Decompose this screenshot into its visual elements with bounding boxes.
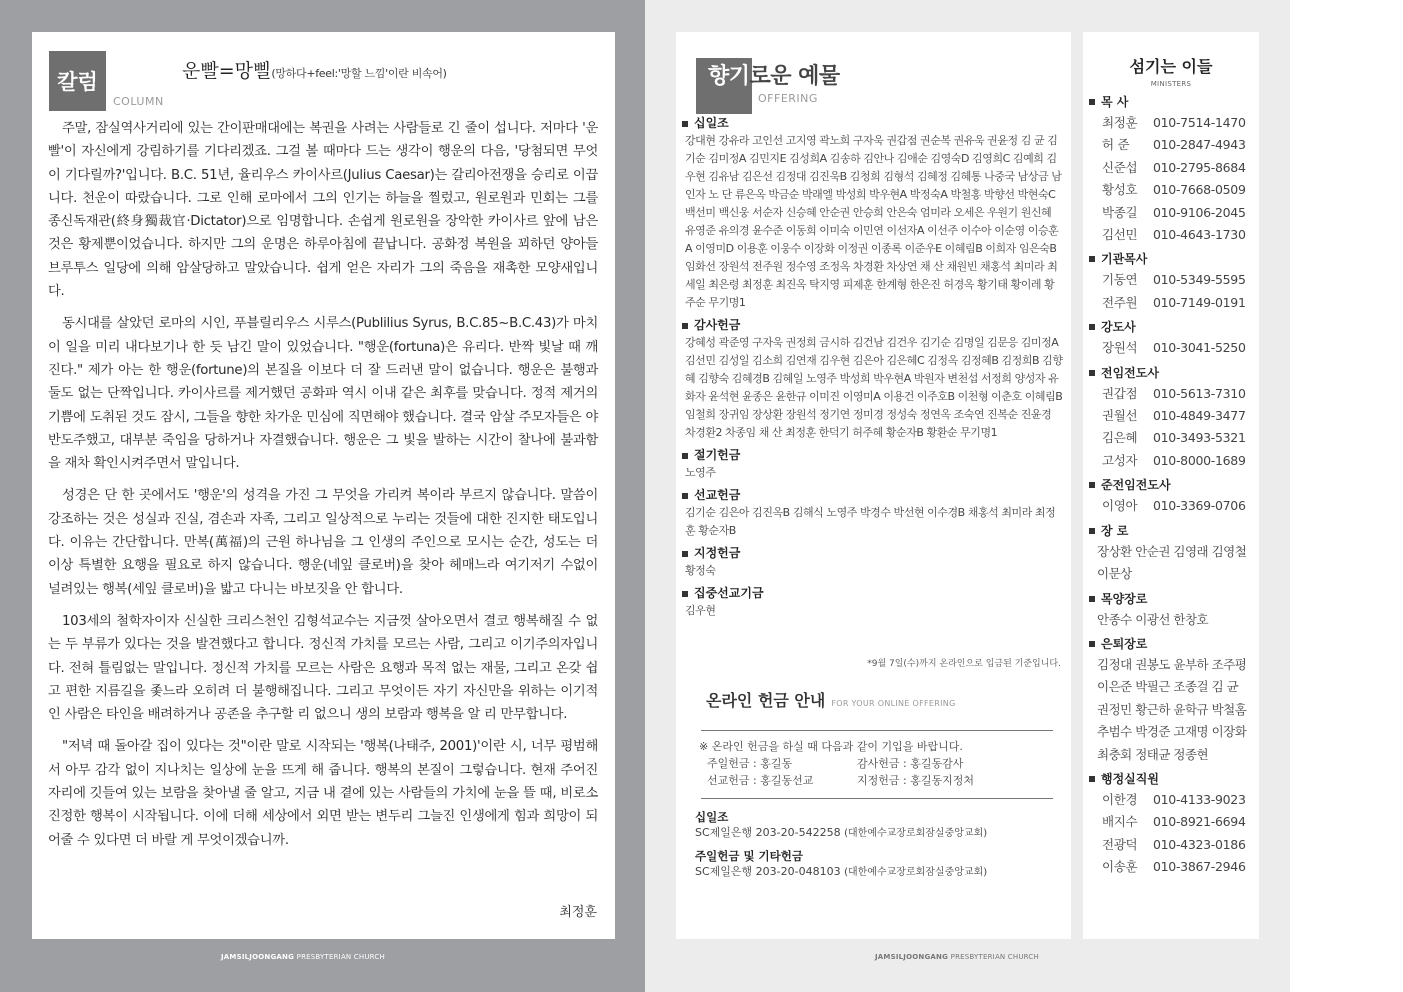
bullet-square-icon [682, 551, 688, 557]
offering-section [682, 115, 1064, 312]
column-signature: 최정훈 [559, 905, 597, 920]
offering-section-header [682, 317, 1064, 334]
minister-name: 권갑점 [1102, 385, 1138, 401]
offering-donor-names: 노영주 [685, 466, 716, 479]
bullet-square-icon [1089, 641, 1095, 647]
offering-section [682, 545, 1064, 580]
minister-group-label: 기관목사 [1101, 252, 1148, 267]
ministers-list [1089, 92, 1257, 882]
minister-name: 최정훈 [1102, 115, 1138, 130]
minister-group-label: 목 사 [1101, 95, 1129, 109]
offering-subtitle: OFFERING [758, 92, 818, 105]
minister-name: 이한경 [1102, 791, 1138, 807]
minister-phone[interactable]: 010-4643-1730 [1153, 227, 1246, 243]
offering-section [682, 585, 1064, 620]
elder-names-line: 김정대 권봉도 윤부하 조주평 [1097, 656, 1247, 672]
offering-section-header [682, 487, 1064, 504]
offering-note: *9월 7일(수)까지 온라인으로 입금된 기준입니다. [867, 659, 1061, 669]
minister-group-label: 은퇴장로 [1101, 636, 1148, 651]
minister-phone[interactable]: 010-4323-0186 [1153, 836, 1246, 852]
column-paragraph: 동시대를 살았던 로마의 시인, 푸블릴리우스 시루스(Publilius Syrus, B.C.85~B.C.43)가 마치 이 일을 미리 내다보기나 한 듯 남긴 말이 있었습니다. "행운(fortuna)은 유리다. 반짝 빛날 때 깨진다." 제가 아는 한 행운(fortune)의 본질을 이보다 더 잘 드러낸 말이 없습니다. 행운은 불행과 둘도 없는 단짝입니다. 카이사르를 제거했던 공화파 역시 이내 같은 최후를 맞습니다. 정적 제거의 기쁨에 도취된 것도 잠시, 그들을 향한 차가운 민심에 직면해야 했습니다. 결국 암살 주모자들은 야반도주했고, 대부분 죽임을 당하거나 자결했습니다. 행운은 그 빛을 발하는 시간이 찰나에 불과함을 재차 확인시켜주면서 말입니다. [48, 316, 598, 472]
guide-item: 주일헌금 : 홍길동 [707, 757, 793, 770]
minister-row [1089, 811, 1257, 833]
offering-section [682, 317, 1064, 442]
minister-group-label: 목양장로 [1101, 591, 1148, 606]
offering-title-highlight: 향기 [708, 64, 750, 89]
minister-group [1089, 475, 1257, 517]
minister-group [1089, 634, 1257, 766]
minister-row [1089, 134, 1257, 156]
elder-names-line: 추범수 박경준 고재명 이장화 [1097, 724, 1247, 740]
account-number[interactable]: SC제일은행 203-20-048103 [695, 865, 841, 878]
minister-group [1089, 521, 1257, 586]
column-subtitle: COLUMN [113, 95, 164, 108]
column-panel [32, 32, 615, 939]
offering-section-label: 십일조 [694, 116, 729, 130]
offering-section [682, 487, 1064, 540]
guide-item: 감사헌금 : 홍길동감사 [857, 757, 964, 770]
bullet-square-icon [1089, 528, 1095, 534]
minister-name: 김은혜 [1102, 430, 1138, 446]
minister-phone[interactable]: 010-3493-5321 [1153, 430, 1246, 446]
bullet-square-icon [682, 323, 688, 329]
minister-row [1089, 202, 1257, 224]
offering-panel [676, 32, 1071, 939]
minister-phone[interactable]: 010-4133-9023 [1153, 791, 1246, 807]
minister-group [1089, 92, 1257, 246]
minister-row [1089, 383, 1257, 405]
minister-name: 박종길 [1102, 204, 1138, 220]
minister-name: 김선민 [1102, 227, 1138, 243]
footer-church-type: PRESBYTERIAN CHURCH [950, 953, 1039, 961]
guide-item: 선교헌금 : 홍길동선교 [707, 774, 814, 787]
minister-name: 전광덕 [1102, 836, 1138, 852]
minister-row [1089, 224, 1257, 246]
minister-group-header [1089, 634, 1257, 654]
bullet-square-icon [682, 453, 688, 459]
bullet-square-icon [1089, 776, 1095, 782]
bullet-square-icon [1089, 482, 1095, 488]
minister-row [1089, 856, 1257, 878]
minister-row [1089, 789, 1257, 811]
offering-title [708, 59, 840, 90]
minister-phone[interactable]: 010-5349-5595 [1153, 272, 1246, 288]
offering-section-header [682, 585, 1064, 602]
offering-donor-names: 김우현 [685, 604, 716, 617]
bullet-square-icon [1089, 99, 1095, 105]
elder-names-line: 안종수 이광선 한창호 [1097, 611, 1209, 627]
elder-names-line: 최충회 정태균 정종현 [1097, 746, 1209, 762]
online-guide [699, 738, 1049, 789]
minister-phone[interactable]: 010-2795-8684 [1153, 159, 1246, 175]
offering-donor-names: 강대현 강유라 고인선 고지영 곽노희 구자욱 권갑점 권순복 권유욱 권윤정 김 균 김기순 김미정A 김민지E 김성희A 김송하 김안나 김애순 김영숙D 김영희C 김예희 김우현 김유남 김은선 김정대 김진욱B 김청희 김형석 김혜정 김혜통 나중국 남상금 남인자 노 단 류은옥 박금순 박래엘 박성희 박우현A 박정숙A 박철홍 박향선 박현숙C 백선미 백신웅 서순자 신승혜 안순권 안승희 안은숙 엄미라 오세은 우원기 원신혜 유영준 유의경 윤수준 이동희 이미숙 이민연 이선자A 이선주 이수아 이순영 이승훈A 이영미D 이용훈 이웅수 이장화 이정권 이종록 이준우E 이혜림B 이희자 임은숙B 임화선 장원석 전주원 정수영 조정옥 차경환 차상연 채 산 채원빈 채홍석 최미라 최세일 최은령 최정훈 최진옥 탁지영 피제훈 한계형 한은진 허경옥 황기태 황이레 황주순 무기명1 [685, 134, 1062, 309]
ministers-panel [1083, 32, 1259, 939]
online-guide-intro: ※ 온라인 헌금을 하실 때 다음과 같이 기입을 바랍니다. [699, 740, 963, 753]
minister-row [1089, 337, 1257, 359]
minister-group-label: 강도사 [1101, 320, 1136, 335]
bullet-square-icon [682, 493, 688, 499]
minister-name: 배지수 [1102, 814, 1138, 830]
footer-right [875, 953, 1039, 961]
bullet-square-icon [1089, 596, 1095, 602]
minister-group-header [1089, 769, 1257, 789]
minister-group-label: 준전임전도사 [1101, 478, 1171, 493]
elder-names-line: 장상환 안순권 김영래 김영철 [1097, 543, 1247, 559]
minister-phone[interactable]: 010-5613-7310 [1153, 385, 1246, 401]
column-paragraph: 103세의 철학자이자 신실한 크리스천인 김형석교수는 지금껏 살아오면서 결코 행복해질 수 없는 두 부류가 있다는 것을 발견했다고 합니다. 정신적 가치를 모르는 사람, 그리고 이기주의자입니다. 전혀 틀림없는 말입니다. 정신적 가치를 모르는 사람은 요행과 목적 없는 재물, 그리고 온갖 쉽고 편한 지름길을 좇느라 오히려 더 불행해집니다. 그리고 무엇이든 자기 자신만을 위하는 이기적인 사람은 타인을 배려하거나 공존을 추구할 리 없으니 생의 보람과 행복을 알 리 만무합니다. [48, 613, 598, 723]
minister-name: 장원석 [1102, 340, 1138, 356]
minister-row [1089, 157, 1257, 179]
ministers-title: 섬기는 이들 [1129, 57, 1213, 76]
minister-row [1089, 405, 1257, 427]
minister-row [1089, 179, 1257, 201]
offering-section-header [682, 447, 1064, 464]
minister-row [1089, 427, 1257, 449]
account-number-row [695, 825, 1055, 841]
minister-group [1089, 249, 1257, 314]
footer-church-name: JAMSILJOONGANG [221, 953, 295, 961]
offering-section-label: 감사헌금 [694, 318, 741, 332]
column-body [48, 117, 598, 852]
footer-left [221, 953, 385, 961]
minister-group-header [1089, 475, 1257, 495]
column-title-note: (망하다+feel:'망할 느낌'이란 비속어) [271, 67, 447, 80]
minister-group-header [1089, 363, 1257, 383]
divider [701, 798, 1053, 799]
account-block [695, 810, 1055, 841]
minister-group-header [1089, 521, 1257, 541]
minister-phone[interactable]: 010-7668-0509 [1153, 182, 1246, 198]
minister-name: 이송훈 [1102, 859, 1138, 875]
minister-group [1089, 589, 1257, 631]
column-badge: 칼럼 [49, 51, 106, 111]
bullet-square-icon [682, 591, 688, 597]
elder-names-line: 이은준 박필근 조종걸 김 균 [1097, 679, 1239, 695]
elder-names-line: 이문상 [1097, 566, 1132, 582]
offering-section-label: 지정헌금 [694, 546, 741, 560]
offering-donor-names: 강혜성 곽준영 구자욱 권정희 금시하 김건남 김건우 김기순 김명일 김문응 김미정A 김선민 김성일 김소희 김연재 김우현 김은아 김은혜C 김정옥 김정혜B 김정희B 김향혜 김향숙 김혜경B 김혜일 노영주 박성희 박우현A 박원자 변천섭 서정희 양성자 유화자 윤석현 윤종은 윤한규 이미진 이영미A 이용건 이주호B 이천형 이춘호 이혜림B 임철희 장귀임 장상환 장원석 정기연 정미경 정성숙 정연옥 조숙연 진복순 진윤경 차경환2 차종임 채 산 최정훈 한덕기 허주혜 황순자B 황환순 무기명1 [685, 336, 1063, 439]
offering-list [682, 115, 1064, 625]
minister-group-label: 행정실직원 [1101, 771, 1159, 786]
minister-name: 신준섭 [1102, 159, 1138, 175]
account-title: 주일헌금 및 기타헌금 [695, 849, 803, 863]
account-list [695, 810, 1055, 888]
minister-group-header [1089, 249, 1257, 269]
online-subtitle: FOR YOUR ONLINE OFFERING [831, 699, 956, 708]
minister-group-header [1089, 317, 1257, 337]
minister-row [1089, 495, 1257, 517]
minister-row [1089, 834, 1257, 856]
minister-phone[interactable]: 010-4849-3477 [1153, 408, 1246, 424]
bullet-square-icon [1089, 324, 1095, 330]
elder-names-line: 권정민 황근하 윤학규 박철홈 [1097, 701, 1247, 717]
minister-group-header [1089, 92, 1257, 112]
minister-phone[interactable]: 010-8921-6694 [1153, 814, 1246, 830]
minister-name: 이영아 [1102, 498, 1138, 514]
account-title: 십일조 [695, 810, 729, 824]
minister-name: 전주원 [1102, 294, 1138, 310]
online-title-text: 온라인 헌금 안내 [706, 691, 826, 710]
minister-row [1089, 450, 1257, 472]
offering-donor-names: 김기순 김은아 김진옥B 김해식 노영주 박경수 박선현 이수경B 채홍석 최미라 최정훈 황순자B [685, 506, 1056, 537]
ministers-subtitle: MINISTERS [1150, 80, 1192, 88]
offering-section-label: 절기헌금 [694, 448, 741, 462]
minister-phone[interactable]: 010-3041-5250 [1153, 340, 1246, 356]
minister-group-label: 전임전도사 [1101, 365, 1159, 380]
bullet-square-icon [1089, 256, 1095, 262]
offering-section-label: 집중선교기금 [694, 586, 764, 600]
bullet-square-icon [1089, 370, 1095, 376]
account-number[interactable]: SC제일은행 203-20-542258 [695, 826, 841, 839]
account-number-row [695, 864, 1055, 880]
column-title-main: 운빨=망삘 [182, 60, 272, 82]
minister-phone[interactable]: 010-3867-2946 [1153, 859, 1246, 875]
minister-group-header [1089, 589, 1257, 609]
minister-phone[interactable]: 010-2847-4943 [1153, 137, 1246, 153]
column-paragraph: "저녁 때 돌아갈 집이 있다는 것"이란 말로 시작되는 '행복(나태주, 2001)'이란 시, 너무 평범해서 아무 감각 없이 지나치는 일상에 눈을 뜨게 해 줍니다. 행복의 본질이 그렇습니다. 현재 주어진 자리에 깃들여 있는 보람을 찾아낼 줄 알고, 지금 내 곁에 있는 사람들의 가치에 눈을 뜰 때, 비로소 진정한 행복이 시작됩니다. 이에 더해 세상에서 외면 받는 변두리 그늘진 인생에게 힘과 희망이 되어줄 수 있다면 더 바랄 게 무엇이겠습니까. [48, 739, 598, 848]
offering-section-header [682, 115, 1064, 132]
footer-church-type: PRESBYTERIAN CHURCH [296, 953, 385, 961]
guide-row [699, 772, 1049, 789]
offering-section-label: 선교헌금 [694, 488, 741, 502]
divider [701, 730, 1053, 731]
minister-group [1089, 363, 1257, 473]
guide-row [699, 755, 1049, 772]
minister-name: 권월선 [1102, 408, 1138, 424]
footer-church-name: JAMSILJOONGANG [875, 953, 949, 961]
minister-group [1089, 769, 1257, 879]
column-title [182, 56, 447, 83]
minister-group [1089, 317, 1257, 359]
offering-section [682, 447, 1064, 482]
minister-row [1089, 112, 1257, 134]
minister-row [1089, 269, 1257, 291]
minister-phone[interactable]: 010-3369-0706 [1153, 498, 1246, 514]
offering-title-rest: 로운 예물 [749, 64, 840, 89]
minister-name: 허 준 [1102, 137, 1130, 153]
account-holder: (대한예수교장로회잠실중앙교회) [844, 867, 988, 878]
minister-phone[interactable]: 010-9106-2045 [1153, 204, 1246, 220]
guide-item: 지정헌금 : 홍길동지정처 [857, 774, 974, 787]
minister-group-label: 장 로 [1101, 523, 1129, 538]
account-holder: (대한예수교장로회잠실중앙교회) [844, 828, 988, 839]
column-paragraph: 성경은 단 한 곳에서도 '행운'의 성격을 가진 그 무엇을 가리켜 복이라 부르지 않습니다. 말씀이 강조하는 것은 성실과 진실, 겸손과 자족, 그리고 일상적으로 누리는 것들에 대한 진지한 태도입니다. 이유는 간단합니다. 만복(萬福)의 근원 하나님을 그 인생의 주인으로 모시는 순간, 성도는 더 이상 특별한 요행을 필요로 하지 않습니다. 행운(네잎 클로버)을 찾아 헤매느라 여기저기 수없이 널려있는 행복(세잎 클로버)을 밟고 다니는 바보짓을 안 합니다. [48, 488, 598, 597]
page-margin [1290, 0, 1403, 992]
minister-name: 고성자 [1102, 452, 1138, 468]
minister-name: 기동연 [1102, 272, 1138, 288]
online-offering-title [706, 688, 956, 711]
account-block [695, 849, 1055, 880]
minister-row [1089, 292, 1257, 314]
offering-donor-names: 황정숙 [685, 564, 716, 577]
minister-phone[interactable]: 010-8000-1689 [1153, 452, 1246, 468]
offering-section-header [682, 545, 1064, 562]
column-paragraph: 주말, 잠실역사거리에 있는 간이판매대에는 복권을 사려는 사람들로 긴 줄이 섭니다. 저마다 '운빨'이 자신에게 강림하기를 기다리겠죠. 그걸 볼 때마다 드는 생각이 행운의 다음, '당첨되면 무엇이 기다릴까?'입니다. B.C. 51년, 율리우스 카이사르(Julius Caesar)는 갈리아전쟁을 승리로 이끕니다. 천운이 따랐습니다. 그로 인해 로마에서 그의 인기는 하늘을 찔렀고, 원로원과 민회는 그를 종신독재관(終身獨裁官·Dictator)으로 임명합니다. 손쉽게 원로원을 장악한 카이사르 앞에 남은 것은 황제뿐이었습니다. 하지만 그의 운명은 하루아침에 끝납니다. 공화정 복원을 꾀하던 양아들 브루투스 일당에 의해 암살당하고 말았습니다. 쉽게 얻은 자리가 그의 죽음을 재촉한 모양새입니다. [48, 121, 598, 300]
bullet-square-icon [682, 121, 688, 127]
minister-phone[interactable]: 010-7149-0191 [1153, 294, 1246, 310]
minister-name: 황성호 [1102, 182, 1138, 198]
minister-phone[interactable]: 010-7514-1470 [1153, 115, 1246, 130]
